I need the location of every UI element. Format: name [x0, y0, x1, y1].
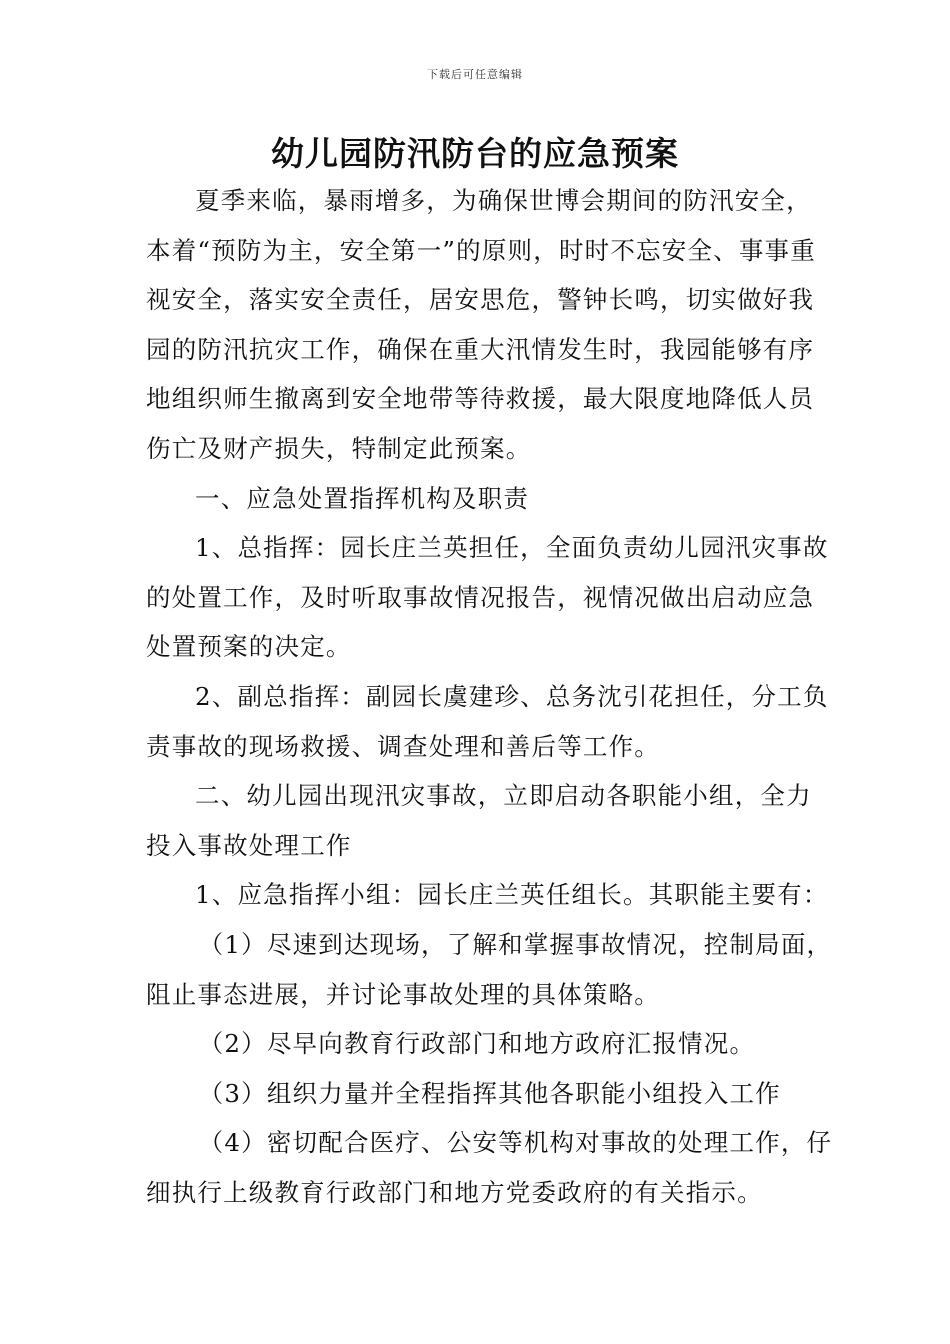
header-note: 下载后可任意编辑: [427, 68, 523, 81]
document-title: 幼儿园防汛防台的应急预案: [271, 134, 679, 173]
list-item-4: （4）密切配合医疗、公安等机构对事故的处理工作，仔细执行上级教育行政部门和地方党委政府的有关指示。: [146, 1128, 833, 1207]
document-body: [146, 176, 836, 1217]
paragraph-commander: 1、总指挥：园长庄兰英担任，全面负责幼儿园汛灾事故的处置工作，及时听取事故情况报告，视情况做出启动应急处置预案的决定。: [146, 533, 829, 662]
list-item-1: （1）尽速到达现场，了解和掌握事故情况，控制局面，阻止事态进展，并讨论事故处理的具体策略。: [146, 929, 833, 1009]
section-heading-1: 一、应急处置指挥机构及职责: [195, 483, 530, 513]
section-heading-2: 二、幼儿园出现汛灾事故，立即启动各职能小组，全力投入事故处理工作: [146, 781, 812, 860]
list-item-3: （3）组织力量并全程指挥其他各职能小组投入工作: [198, 1078, 781, 1108]
paragraph-deputy-commander: 2、副总指挥：副园长虞建珍、总务沈引花担任，分工负责事故的现场救援、调查处理和善后等工作。: [146, 681, 829, 761]
paragraph-command-group: 1、应急指挥小组：园长庄兰英任组长。其职能主要有：: [195, 880, 829, 910]
list-item-2: （2）尽早向教育行政部门和地方政府汇报情况。: [198, 1029, 756, 1059]
paragraph-intro: 夏季来临，暴雨增多，为确保世博会期间的防汛安全，本着“预防为主，安全第一”的原则，时时不忘安全、事事重视安全，落实安全责任，居安思危，警钟长鸣，切实做好我园的防汛抗灾工作，确保在重大汛情发生时，我园能够有序地组织师生撤离到安全地带等待救援，最大限度地降低人员伤亡及财产损失，特制定此预案。: [146, 186, 816, 463]
